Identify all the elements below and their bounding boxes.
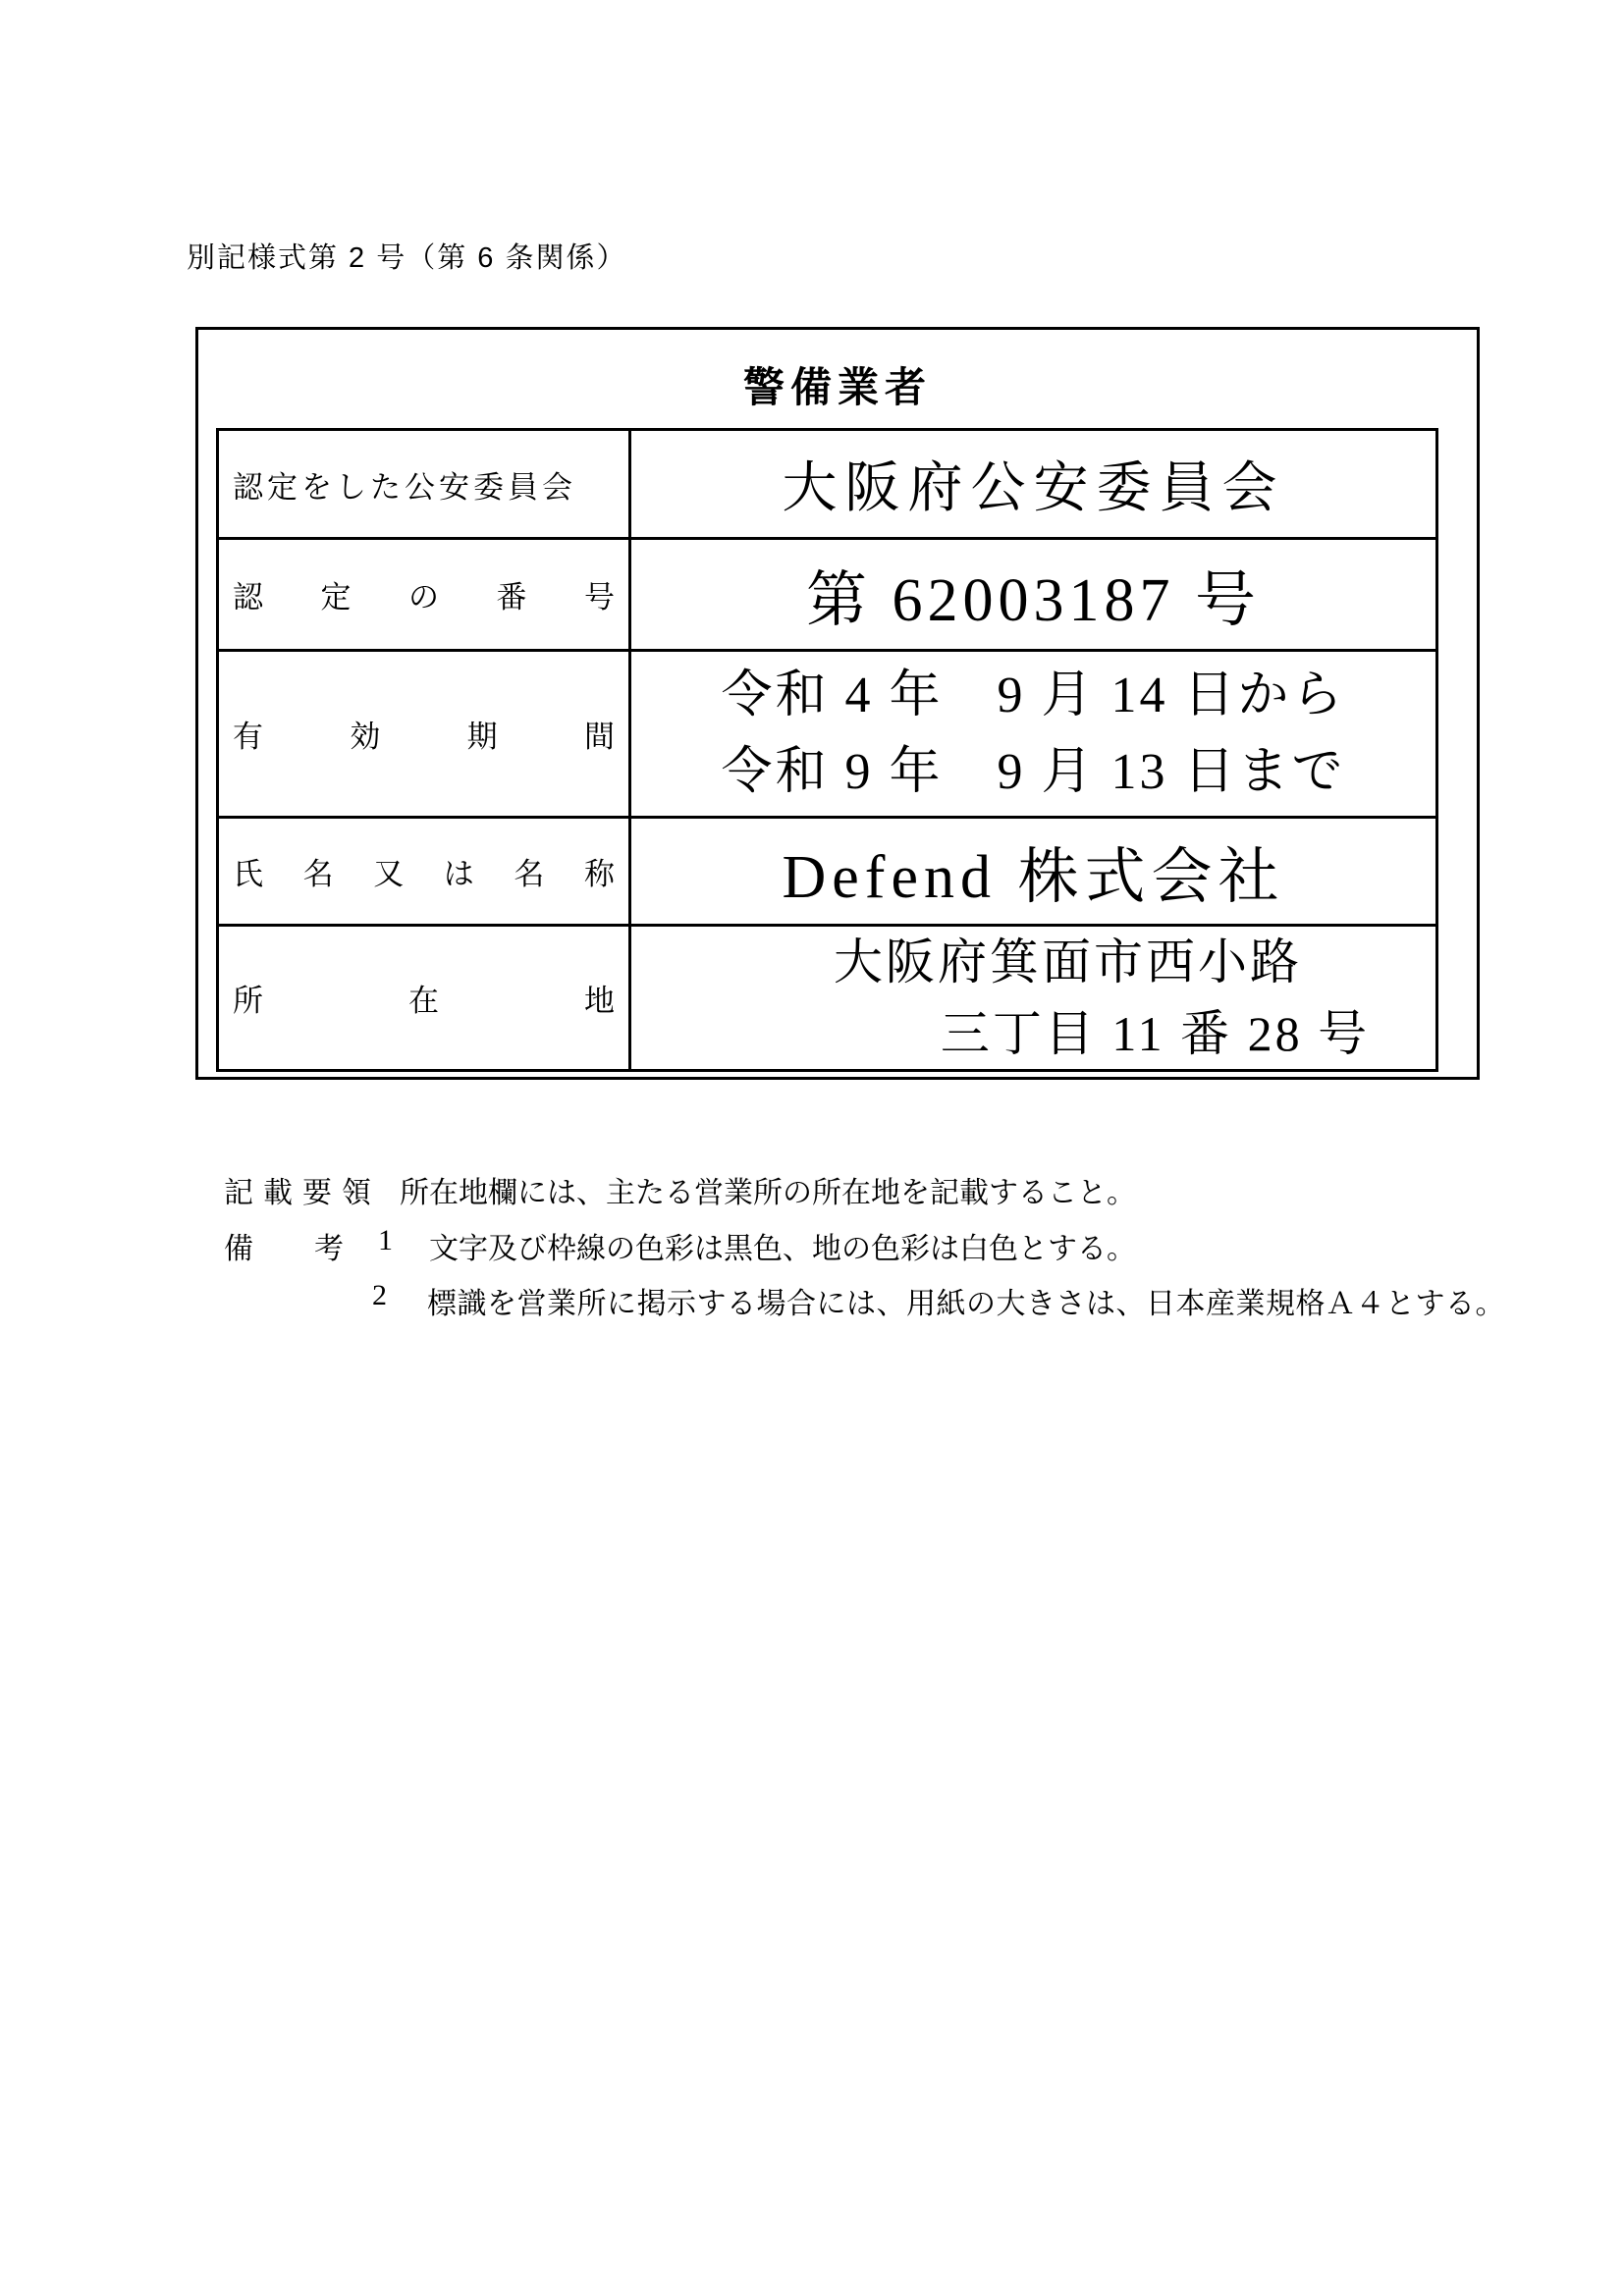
validity-period-lines	[721, 658, 1345, 811]
row-label: 氏名又は名称	[233, 857, 615, 891]
table-row-validity-period	[218, 651, 1437, 818]
row-label-cell	[218, 818, 630, 926]
kisai-youryou-text: 所在地欄には、主たる営業所の所在地を記載すること。	[400, 1177, 1136, 1209]
biko-item-1-number: 1	[378, 1224, 393, 1256]
row-value-address	[630, 926, 1437, 1071]
row-value-company-name: Defend 株式会社	[630, 818, 1437, 926]
validity-start-date: 令和 4 年 9 月 14 日から	[721, 667, 1346, 723]
biko-item-2-text: 標識を営業所に掲示する場合には、用紙の大きさは、日本産業規格Ａ４とする。	[427, 1288, 1505, 1320]
address-line-1: 大阪府箕面市西小路	[834, 934, 1302, 989]
row-value-commission: 大阪府公安委員会	[630, 430, 1437, 539]
biko-label-char-2: 考	[314, 1233, 344, 1265]
row-label-cell	[218, 539, 630, 651]
table-row-address	[218, 926, 1437, 1071]
table-row-company-name	[218, 818, 1437, 926]
biko-label-char-1: 備	[224, 1233, 253, 1265]
biko-item-2-number: 2	[372, 1279, 387, 1311]
kisai-youryou-label: 記載要領	[224, 1177, 381, 1209]
row-label-cell	[218, 926, 630, 1071]
row-label: 所在地	[233, 984, 615, 1018]
note-line-kisai	[0, 1168, 1624, 1211]
certification-table	[216, 428, 1438, 1072]
validity-end-date: 令和 9 年 9 月 13 日まで	[721, 743, 1346, 800]
row-label-cell	[218, 430, 630, 539]
row-label: 有効期間	[233, 720, 615, 754]
note-line-biko-2	[0, 1279, 1624, 1322]
row-label-cell	[218, 651, 630, 818]
sign-title: 警備業者	[742, 364, 932, 410]
address-line-2: 三丁目 11 番 28 号	[940, 1005, 1371, 1061]
row-value-certification-number: 第 62003187 号	[630, 539, 1437, 651]
row-label: 認定の番号	[233, 580, 615, 614]
row-label: 認定をした公安委員会	[233, 469, 576, 505]
form-number-heading: 別記様式第 2 号（第 6 条関係）	[187, 242, 627, 274]
row-value-validity-period	[630, 651, 1437, 818]
table-row-certifying-commission	[218, 430, 1437, 539]
biko-item-1-text: 文字及び枠線の色彩は黒色、地の色彩は白色とする。	[429, 1233, 1136, 1265]
note-line-biko-1	[0, 1224, 1624, 1267]
table-row-certification-number	[218, 539, 1437, 651]
security-business-sign-board	[195, 327, 1480, 1080]
